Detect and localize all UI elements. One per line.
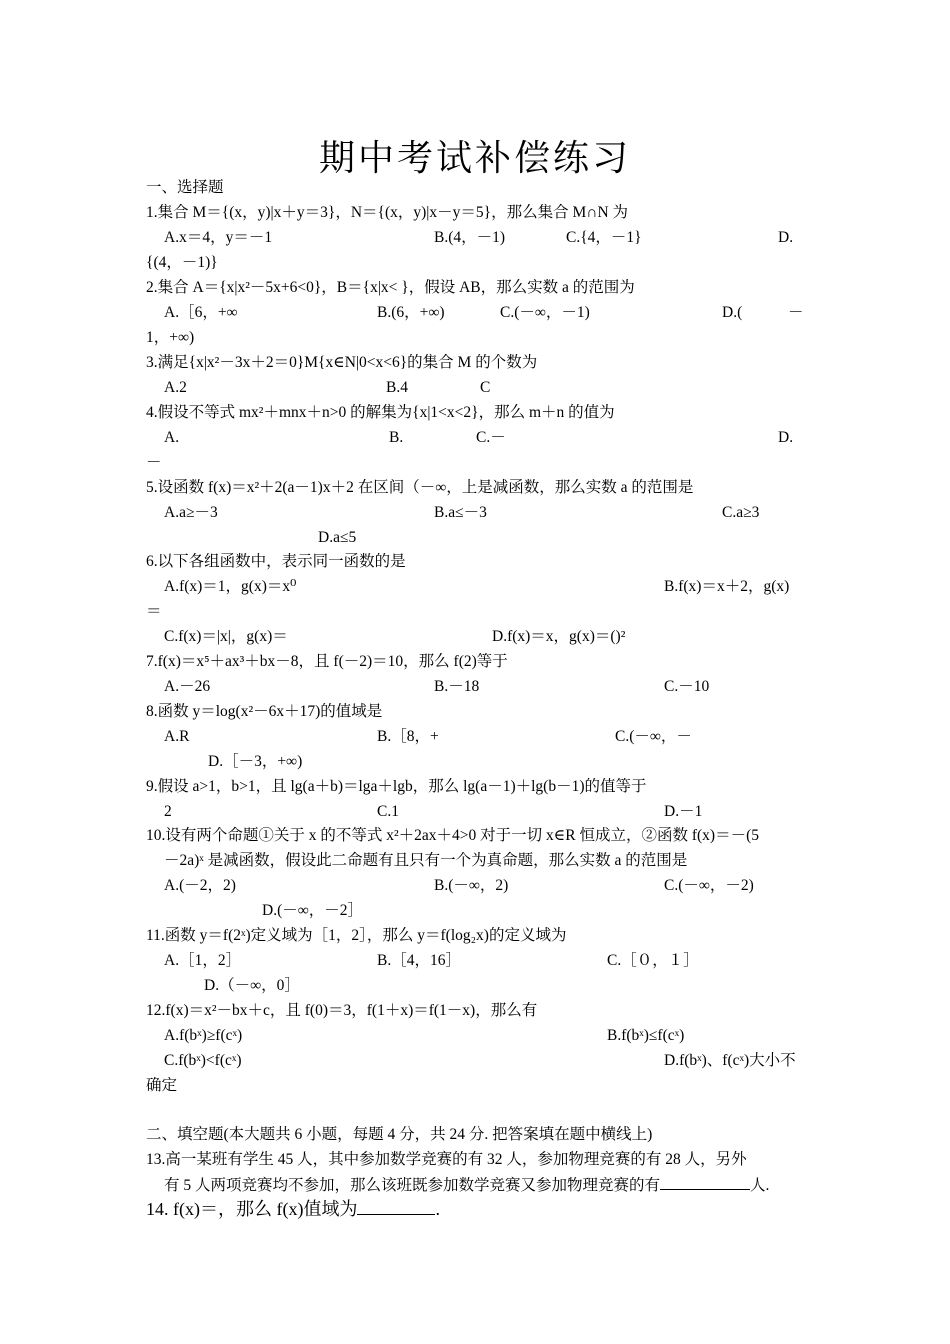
question-tail: . [435, 1199, 440, 1219]
option-c: C.f(x)＝|x|，g(x)＝ [164, 628, 288, 645]
option-b: B.［4，16］ [377, 952, 461, 969]
question-stem [146, 1199, 440, 1219]
option-d: D.［－3，+∞) [208, 753, 303, 770]
option-d: D.(－∞，－2］ [262, 902, 364, 919]
option-b: B.4 [386, 379, 408, 396]
option-b: B.f(bˣ)≤f(cˣ) [607, 1027, 685, 1044]
option-a: A. [164, 429, 180, 446]
option-d: D.f(x)＝x，g(x)＝()² [492, 628, 626, 645]
page-title: 期中考试补偿练习 [318, 138, 631, 179]
option-d: D. [778, 229, 794, 246]
option-d-continued: {(4，－1)} [146, 254, 218, 271]
question-stem: 6.以下各组函数中，表示同一函数的是 [146, 553, 406, 570]
option-b: B.f(x)＝x＋2，g(x) [664, 578, 790, 595]
question-stem: 2.集合 A＝{x|x²－5x+6<0}，B＝{x|x< }，假设 AB，那么实数 a 的范围为 [146, 279, 635, 296]
question-stem: 4.假设不等式 mx²＋mnx＋n>0 的解集为{x|1<x<2}，那么 m＋n 的值为 [146, 404, 615, 421]
option-c: C.f(bˣ)<f(cˣ) [164, 1052, 242, 1069]
question-tail: 人. [750, 1177, 770, 1194]
question-stem: 7.f(x)＝x⁵＋ax³＋bx－8，且 f(－2)＝10，那么 f(2)等于 [146, 653, 508, 670]
option-a: A.a≥－3 [164, 504, 218, 521]
question-stem: 3.满足{x|x²－3x＋2＝0}M{x∈N|0<x<6}的集合 M 的个数为 [146, 354, 538, 371]
option-c: C.(－∞，－1) [500, 304, 590, 321]
question-text: 有 5 人两项竞赛均不参加，那么该班既参加数学竞赛又参加物理竞赛的有 [164, 1177, 661, 1194]
option-a: A.f(x)＝1，g(x)＝x⁰ [164, 578, 297, 595]
option-a: 2 [164, 803, 172, 820]
option-c: C.－10 [664, 678, 710, 695]
option-a: A.［1，2］ [164, 952, 242, 969]
question-stem: 10.设有两个命题①关于 x 的不等式 x²＋2ax＋4>0 对于一切 x∈R 恒成立，②函数 f(x)＝－(5 [146, 827, 759, 844]
section-heading: 一、选择题 [146, 179, 224, 196]
option-c: C.－ [476, 429, 506, 446]
option-b: B.(6，+∞) [377, 304, 445, 321]
option-c: C.(－∞，－ [615, 728, 692, 745]
option-b: B.a≤－3 [434, 504, 487, 521]
question-stem: 13.高一某班有学生 45 人，其中参加数学竞赛的有 32 人，参加物理竞赛的有 28 人，另外 [146, 1151, 747, 1168]
option-d: D. [778, 429, 794, 446]
option-c: C.［０，１］ [607, 952, 699, 969]
option-c: D.－1 [664, 803, 703, 820]
option-a: A.－26 [164, 678, 211, 695]
option-a: A.(－2，2) [164, 877, 236, 894]
question-stem: 11.函数 y＝f(2ˣ)定义域为［1，2］，那么 y＝f(log₂x)的定义域为 [146, 927, 567, 944]
question-stem-continued: －2a)ˣ 是减函数，假设此二命题有且只有一个为真命题，那么实数 a 的范围是 [164, 852, 688, 869]
option-b: B. [389, 429, 404, 446]
section-heading: 二、填空题(本大题共 6 小题，每题 4 分，共 24 分. 把答案填在题中横线上) [146, 1126, 653, 1143]
option-b: B.(4，－1) [434, 229, 506, 246]
option-b: B.［8，+ [377, 728, 439, 745]
option-d: D.f(bˣ)、f(cˣ)大小不 [664, 1052, 796, 1069]
answer-blank [660, 1175, 750, 1190]
option-c: C.{4，－1} [566, 229, 642, 246]
question-stem-continued [164, 1175, 769, 1196]
option-b: B.－18 [434, 678, 480, 695]
question-stem: 12.f(x)＝x²－bx＋c，且 f(0)＝3，f(1＋x)＝f(1－x)，那么有 [146, 1002, 538, 1019]
option-b: B.(－∞，2) [434, 877, 509, 894]
question-stem: 8.函数 y＝log(x²－6x＋17)的值域是 [146, 703, 383, 720]
option-d-dash: － [788, 304, 804, 321]
option-c: C.a≥3 [722, 504, 760, 521]
answer-blank [357, 1200, 435, 1215]
question-stem: 9.假设 a>1，b>1，且 lg(a＋b)＝lga＋lgb，那么 lg(a－1)＋lg(b－1)的值等于 [146, 778, 647, 795]
option-d: D.a≤5 [318, 529, 357, 546]
option-a: A.R [164, 728, 190, 745]
option-d-continued: 1，+∞) [146, 329, 195, 346]
option-b-continued: ＝ [146, 603, 162, 620]
option-d: D.( [722, 304, 743, 321]
option-a: A.x＝4，y＝－1 [164, 229, 273, 246]
option-c: C [480, 379, 491, 396]
option-d-continued: － [146, 454, 162, 471]
option-d: D.（－∞，0］ [204, 977, 300, 994]
option-b: C.1 [377, 803, 399, 820]
question-stem: 1.集合 M＝{(x，y)|x＋y＝3}，N＝{(x，y)|x－y＝5}，那么集合 M∩N 为 [146, 204, 629, 221]
question-stem: 5.设函数 f(x)＝x²＋2(a－1)x＋2 在区间（－∞，上是减函数，那么实数 a 的范围是 [146, 479, 694, 496]
option-a: A.f(bˣ)≥f(cˣ) [164, 1027, 243, 1044]
option-d-continued: 确定 [146, 1077, 178, 1094]
option-a: A.［6，+∞ [164, 304, 238, 321]
option-c: C.(－∞，－2) [664, 877, 754, 894]
question-text: 14. f(x)＝，那么 f(x)值域为 [146, 1199, 358, 1219]
option-a: A.2 [164, 379, 187, 396]
